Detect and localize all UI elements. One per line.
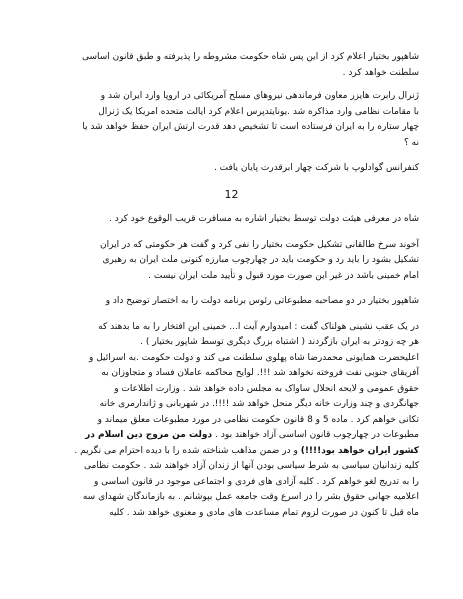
paragraph-huyser-visit — [44, 89, 419, 151]
paragraph-bakhtiar-constitution — [44, 50, 419, 81]
text-line: شاهپور بختیار اعلام کرد از این پس شاه حکومت مشروطه را پذیرفته و طبق قانون اساسی — [82, 52, 419, 62]
paragraph-taleghani — [44, 238, 419, 285]
page-number: 12 — [224, 187, 239, 201]
text-line: آخوند سرخ طالقانی تشکیل حکومت بختیار را نفی کرد و گفت هر حکومتی که در ایران — [100, 239, 419, 250]
text-line: اعلیحضرت همایونی محمدرضا شاه پهلوی سلطنت می کند و دولت حکومت .به اسرائیل و — [89, 352, 419, 363]
text-line: حقوق عمومی و لایحه انحلال ساواک به مجلس داده خواهد شد . وزارت اطلاعات و — [114, 383, 419, 394]
text-line: نه ؟ — [404, 137, 419, 148]
text-line: را به تدریج لغو خواهم کرد . کلیه آزادی های فردی و اجتماعی موجود در قانون اساسی و — [93, 476, 419, 487]
text-line: اعلامیه جهانی حقوق بشر را در اسرع وقت جامعه عمل بپوشانم . به بازماندگان شهدای سه — [82, 492, 419, 502]
text-line: امام خمینی باشد در غیر این صورت مورد قبول و تأیید ملت ایران نیست . — [148, 270, 419, 281]
text-line: با مقامات نظامی وارد مذاکره شد .یونایتدپرس اعلام کرد ایالت متحده امریکا یک ژنرال — [98, 106, 419, 117]
text-line: کنفرانس گوادلوپ با شرکت چهار ابرقدرت پایان یافت . — [213, 163, 419, 173]
paragraph-shah-travel — [44, 212, 419, 228]
text-line: چهار ستاره را به ایران فرستاده است تا تشخیص دهد قدرت ارتش ایران حفظ خواهد شد یا — [82, 122, 419, 132]
text-segment: و در ضمن مذاهب شناخته شده را با دیده احترام می نگریم . — [74, 445, 301, 456]
text-line: سلطنت خواهد کرد . — [342, 67, 419, 78]
text-line-with-bold-start — [44, 444, 419, 460]
text-line: آفریقای جنوبی نفت فروخته نخواهد شد !!!. لوایح محاکمه عاملان فساد و متجاوزان به — [101, 368, 419, 378]
text-line: ماه قبل تا کنون در صورت لزوم تمام مساعدت های مادی و معنوی خواهد شد . کلیه — [109, 507, 419, 518]
paragraph-bakhtiar-program — [44, 320, 419, 522]
text-line: در یک عقب نشینی هولناک گفت : امیدوارم آیت ا... خمینی این افتخار را به ما بدهند که — [98, 321, 419, 332]
text-line: شاه در معرفی هیئت دولت توسط بختیار اشاره به مسافرت قریب الوقوع خود کرد . — [108, 214, 419, 224]
text-line: کلیه زندانیان سیاسی به شرط سیاسی بودن آنها از زندان آزاد خواهند شد . حکومت نظامی — [84, 461, 419, 471]
paragraph-press-conference — [44, 294, 419, 310]
text-line: تشکیل بشود را باید رد و حکومت باید در چهارچوب مبارزه کنونی ملت ایران به رهبری — [102, 255, 419, 265]
text-line: تکانی خواهم کرد . ماده 5 و 8 قانون حکومت نظامی در مورد مطبوعات معلق میماند و — [97, 414, 419, 425]
text-line: هر چه زودتر به ایران بازگردند ( اشتباه بزرگ دیگری توسط شاپور بختیار ) . — [140, 337, 419, 347]
paragraph-guadeloupe — [44, 161, 419, 177]
text-line: ژنرال رابرت هایزر معاون فرماندهی نیروهای مسلح آمریکائی در اروپا وارد ایران شد و — [100, 91, 419, 101]
text-segment: مطبوعات در چهارچوب قانون اساسی آزاد خواهند بود . — [215, 430, 419, 440]
text-line — [44, 428, 419, 444]
bold-text-segment: کشور ایران خواهد بود!!!!) — [300, 445, 419, 456]
text-line: شاهپور بختیار در دو مصاحبه مطبوعاتی رئوس برنامه دولت را به اختصار توضیح داد و — [105, 296, 419, 306]
text-line: جهانگردی و چند وزارت خانه دیگر منحل خواهد شد !!!!. در شهربانی و ژاندارمری خانه — [99, 399, 419, 409]
bold-text-segment: دولت من مروج دین اسلام در — [85, 430, 216, 440]
